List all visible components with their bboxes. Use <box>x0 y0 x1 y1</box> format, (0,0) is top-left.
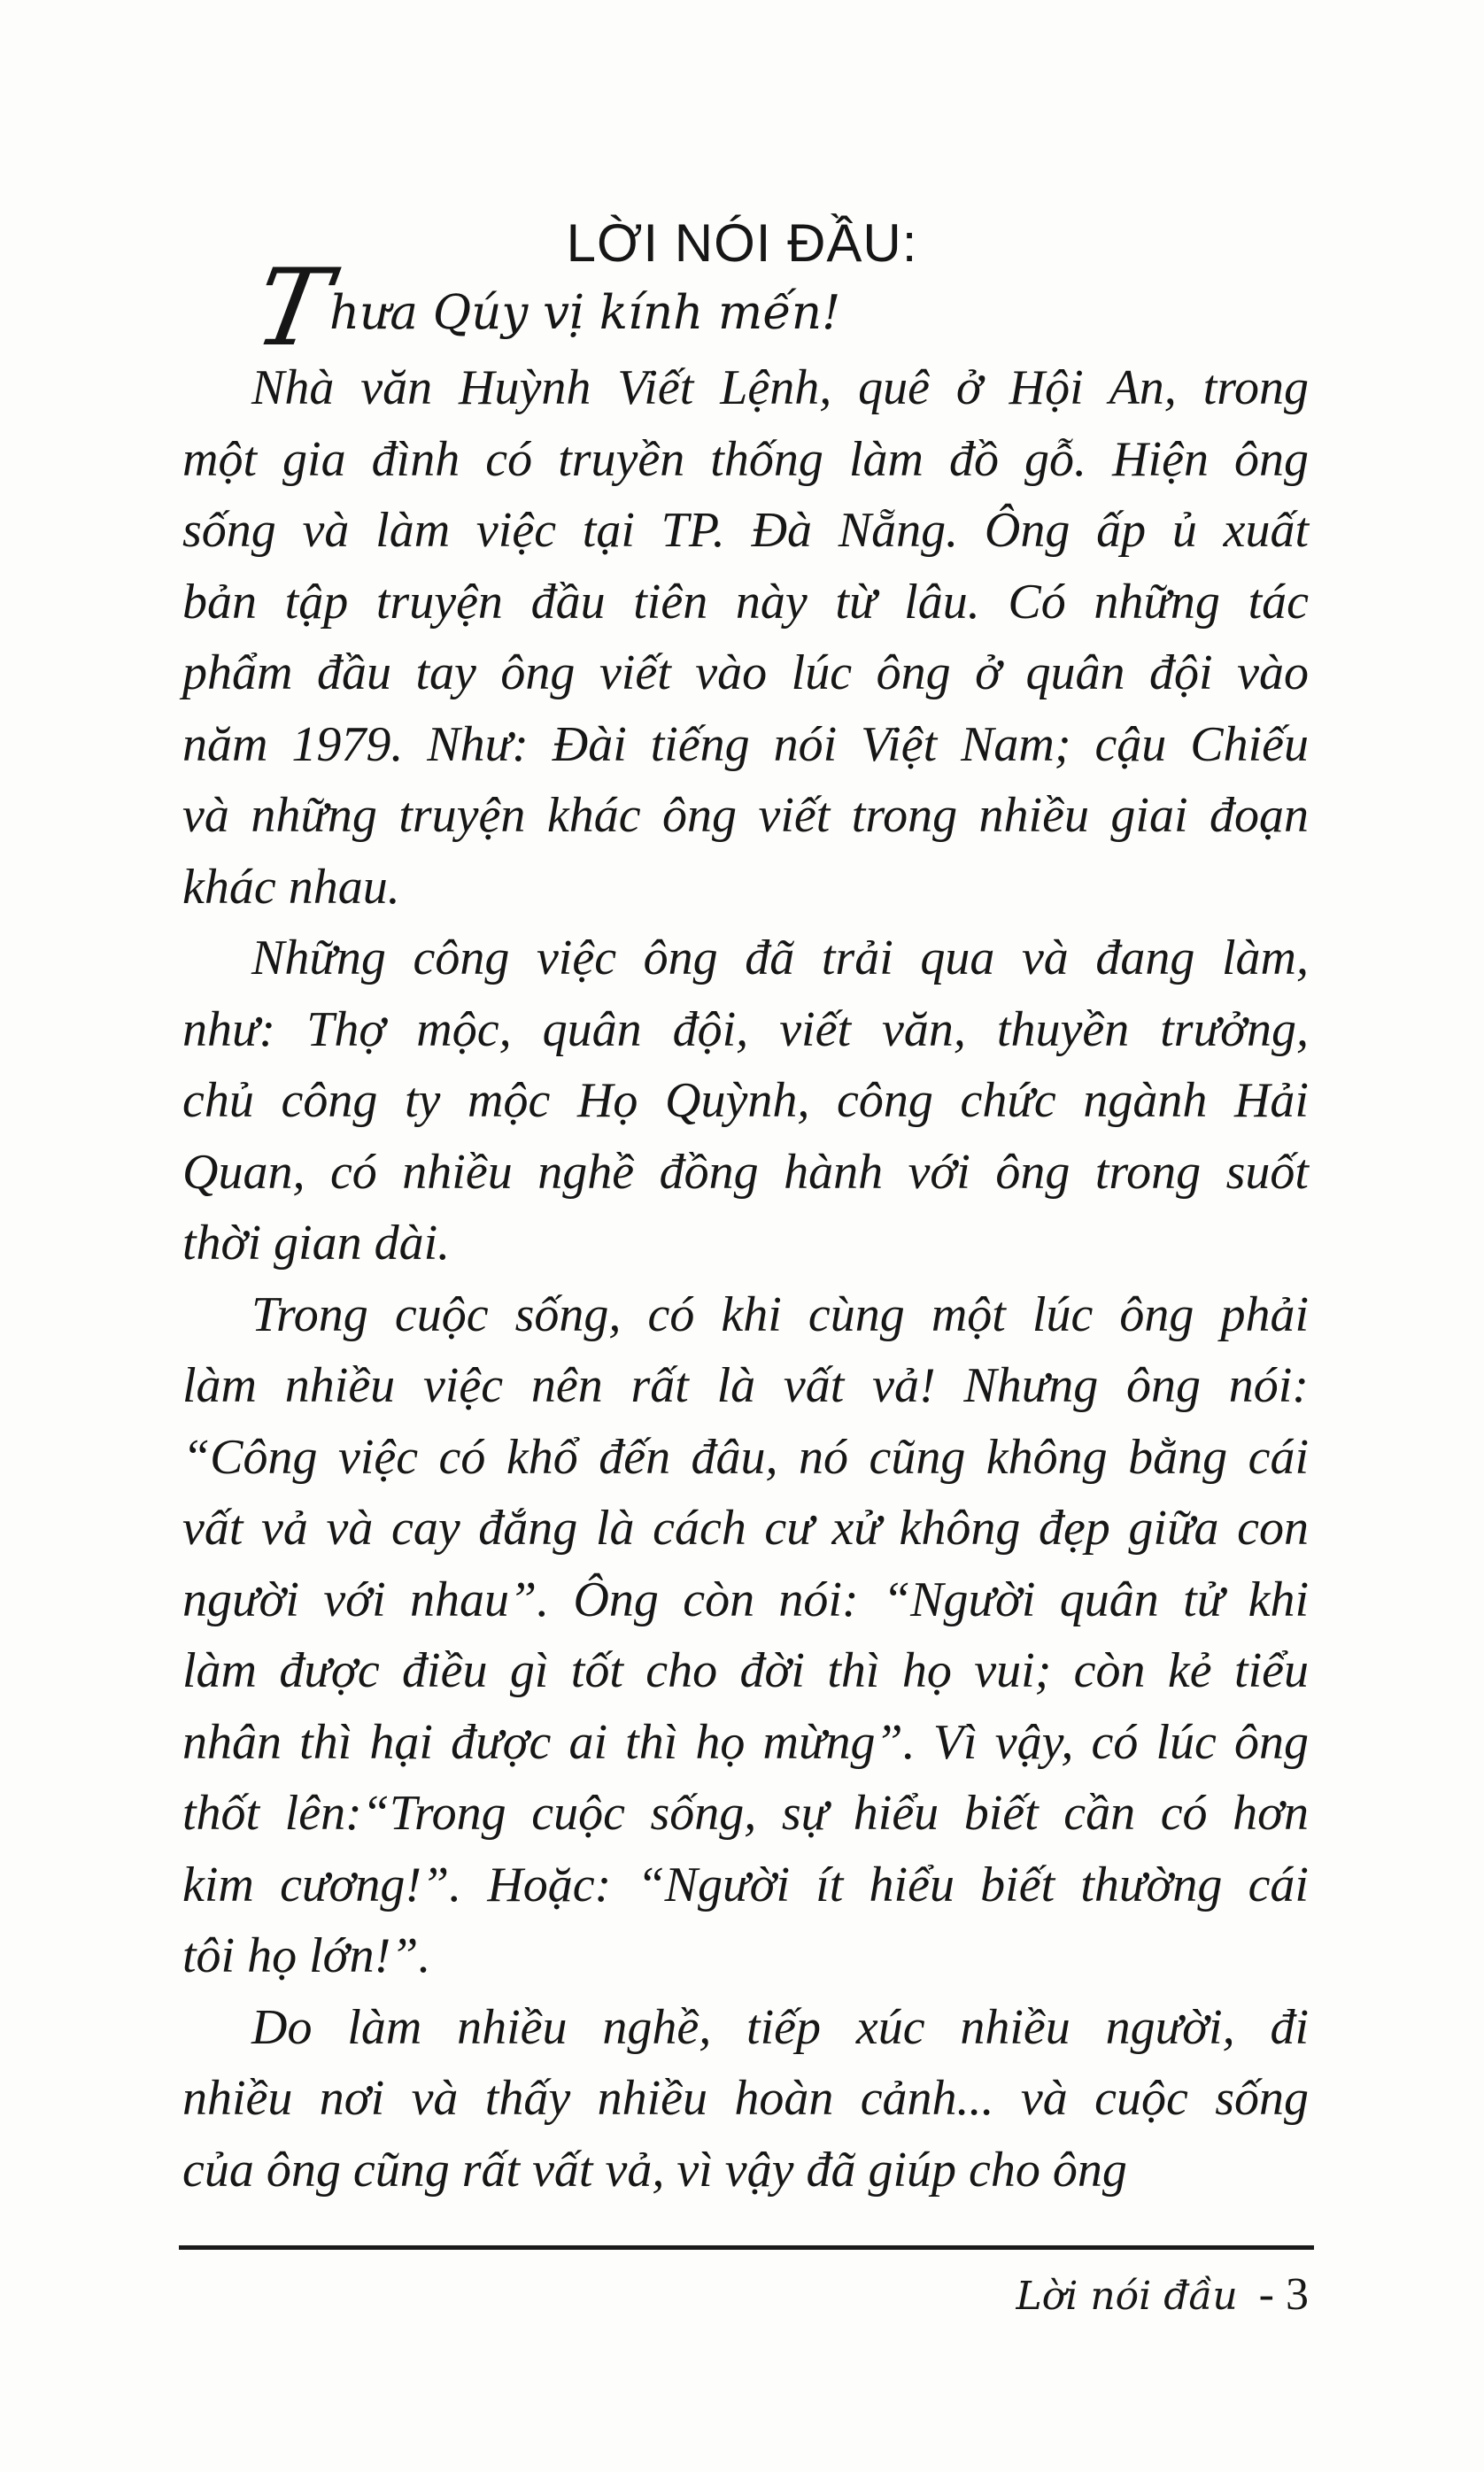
text-line: của ông cũng rất vất vả, vì vậy đã giúp cho ông <box>182 2142 1127 2198</box>
text-line: như: Thợ mộc, quân đội, viết văn, thuyền trưởng, <box>182 1001 1309 1057</box>
text-line: làm được điều gì tốt cho đời thì họ vui; còn kẻ tiểu <box>182 1643 1309 1698</box>
body-text <box>182 352 1309 2205</box>
text-line: Trong cuộc sống, có khi cùng một lúc ông phải <box>251 1286 1309 1342</box>
text-line: phẩm đầu tay ông viết vào lúc ông ở quân đội vào <box>182 645 1309 700</box>
text-line: chủ công ty mộc Họ Quỳnh, công chức ngành Hải <box>182 1073 1309 1128</box>
paragraph <box>182 1279 1309 1992</box>
paragraph <box>182 923 1309 1279</box>
text-line: “Công việc có khổ đến đâu, nó cũng không bằng cái <box>182 1429 1309 1485</box>
text-line: sống và làm việc tại TP. Đà Nẵng. Ông ấp ủ xuất <box>182 503 1309 558</box>
text-line: Quan, có nhiều nghề đồng hành với ông trong suốt <box>182 1144 1309 1200</box>
text-line: Những công việc ông đã trải qua và đang làm, <box>251 931 1309 985</box>
salutation-drop-cap: T <box>245 247 339 370</box>
salutation-text: hưa Qúy vị kính mến! <box>329 286 841 340</box>
text-line: nhiều nơi và thấy nhiều hoàn cảnh... và cuộc sống <box>182 2071 1309 2126</box>
text-line: người với nhau”. Ông còn nói: “Người quân tử khi <box>182 1572 1309 1627</box>
text-line: tôi họ lớn!”. <box>182 1928 431 1983</box>
text-line: Nhà văn Huỳnh Viết Lệnh, quê ở Hội An, trong <box>251 360 1309 415</box>
paragraph <box>182 1992 1309 2206</box>
text-line: bản tập truyện đầu tiên này từ lâu. Có những tác <box>182 574 1309 630</box>
text-line: vất vả và cay đắng là cách cư xử không đẹp giữa con <box>182 1501 1309 1556</box>
paragraph <box>182 352 1309 923</box>
footer-divider <box>179 2245 1314 2250</box>
text-line: kim cương!”. Hoặc: “Người ít hiểu biết thường cái <box>182 1857 1309 1912</box>
text-line: nhân thì hại được ai thì họ mừng”. Vì vậy, có lúc ông <box>182 1714 1309 1770</box>
text-line: một gia đình có truyền thống làm đồ gỗ. Hiện ông <box>182 431 1309 487</box>
page-number: - 3 <box>1258 2269 1309 2320</box>
text-line: năm 1979. Như: Đài tiếng nói Việt Nam; cậu Chiếu <box>182 716 1309 772</box>
text-line: và những truyện khác ông viết trong nhiều giai đoạn <box>182 788 1309 843</box>
footer-section-title: Lời nói đầu <box>1016 2274 1238 2319</box>
salutation <box>245 247 841 370</box>
text-line: khác nhau. <box>182 859 400 915</box>
text-line: thời gian dài. <box>182 1216 451 1271</box>
page-heading: LỜI NÓI ĐẦU: <box>566 213 918 273</box>
text-line: thốt lên:“Trong cuộc sống, sự hiểu biết cần có hơn <box>182 1786 1309 1841</box>
page-footer <box>1016 2268 1309 2321</box>
text-line: Do làm nhiều nghề, tiếp xúc nhiều người, đi <box>251 1999 1309 2055</box>
text-line: làm nhiều việc nên rất là vất vả! Nhưng ông nói: <box>182 1358 1309 1413</box>
